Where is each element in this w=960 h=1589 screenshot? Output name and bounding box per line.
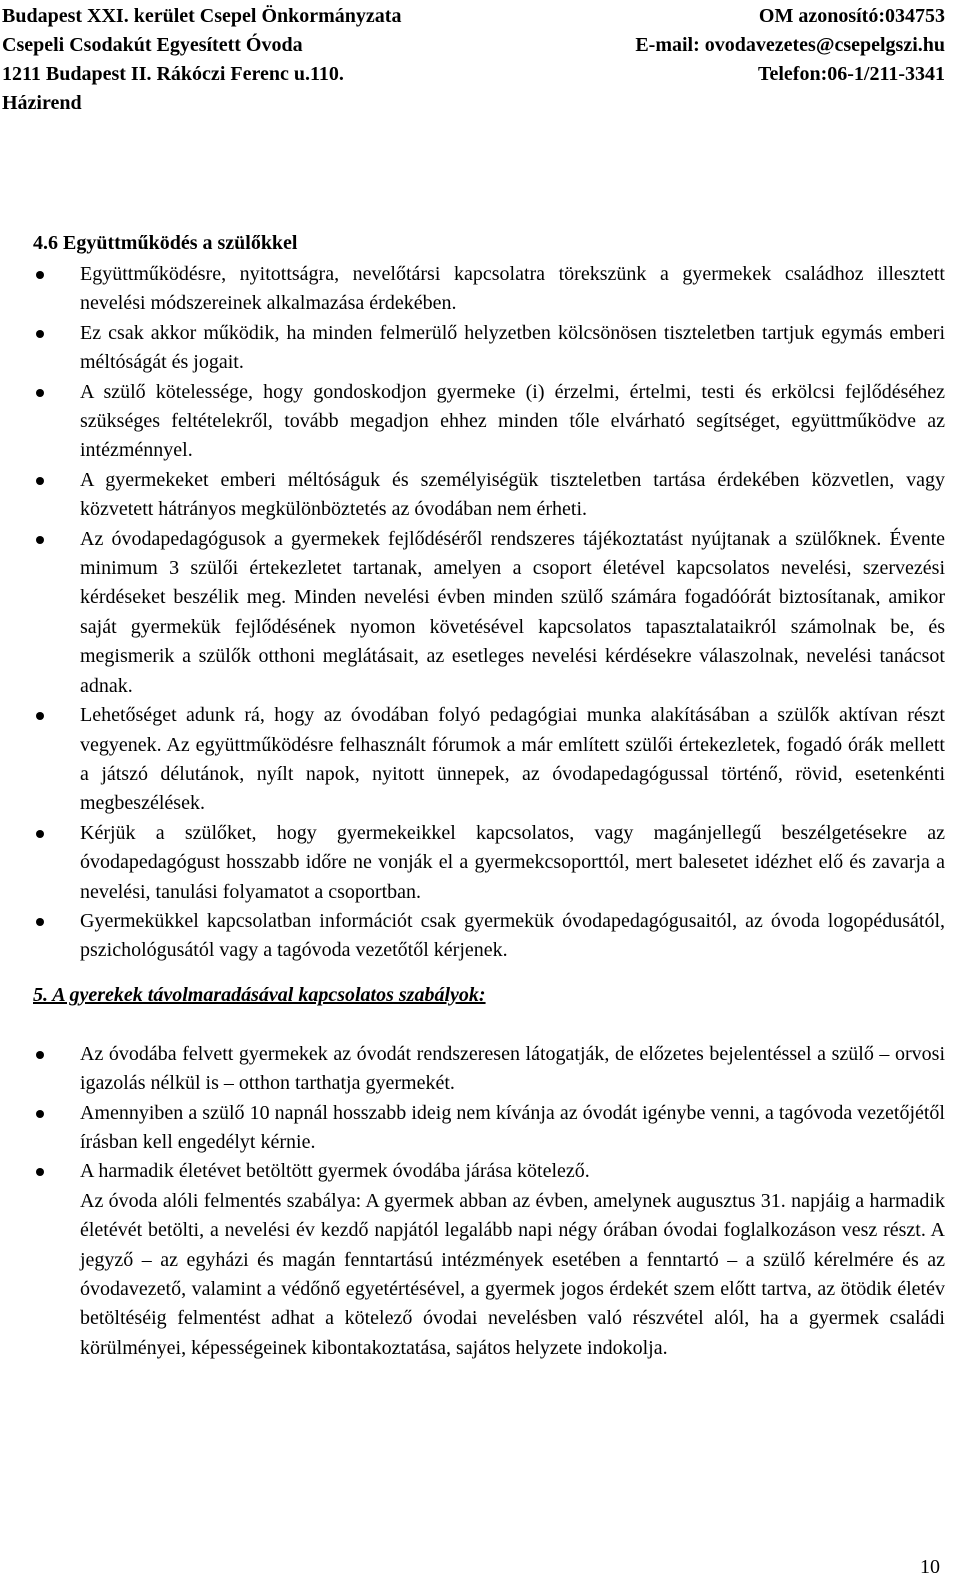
bullet-icon xyxy=(36,536,44,544)
mandatory-attendance-line: A harmadik életévet betöltött gyermek óvodába járása kötelező. xyxy=(80,1160,590,1183)
document-title: Házirend xyxy=(2,92,82,114)
list-item xyxy=(33,1157,945,1363)
list-item: Az óvodapedagógusok a gyermekek fejlődéséről rendszeres tájékoztatást nyújtanak a szülőknek. Évente minimum 3 szülői értekezletet tartanak, amelyen a csoport életével kapcsolatos nevelési, szervezési kérdéseket beszélik meg. Minden nevelési évben minden szülő számára fogadóórát biztosítanak, amikor saját gyermekük fejlődésének nyomon követésével kapcsolatos tapasztalataikról számolnak be, és megismerik a szülők otthoni meglátásait, az esetleges nevelési kérdésekre válaszolnak, nevelési tanácsot adnak. xyxy=(33,525,945,701)
email: E-mail: ovodavezetes@csepelgszi.hu xyxy=(635,34,945,56)
list-item: Gyermekükkel kapcsolatban információt csak gyermekük óvodapedagógusaitól, az óvoda logopédusától, pszichológusától vagy a tagóvoda vezetőtől kérjenek. xyxy=(33,907,945,966)
page-number: 10 xyxy=(920,1556,940,1578)
exemption-rule-paragraph: Az óvoda alóli felmentés szabálya: A gyermek abban az évben, amelynek augusztus 31. napjáig a harmadik életévét betölti, a nevelési év kezdő napjától legalább napi négy órában óvodai foglalkozáson vesz részt. A jegyző – az egyházi és magán fenntartású intézmények esetében a fenntartó – a szülő kérelmére és az óvodavezető, valamint a védőnő egyetértésével, a gyermek jogos érdekét szem előtt tartva, az ötödik életév betöltéséig felmentést adhat a kötelező óvodai nevelésben való részvétel alól, ha a gyermek családi körülményei, képességeinek kibontakoztatása, sajátos helyzete indokolja. xyxy=(80,1189,945,1359)
header-row-3 xyxy=(0,60,960,89)
phone: Telefon:06-1/211-3341 xyxy=(757,63,945,85)
header-row-1 xyxy=(0,2,960,31)
om-id: OM azonosító:034753 xyxy=(758,5,945,27)
list-item: Lehetőséget adunk rá, hogy az óvodában folyó pedagógiai munka alakításában a szülők aktívan részt vegyenek. Az együttműködésre felhasznált fórumok a már említett szülői értekezletek, fogadó órák mellett a játszó délutánok, nyílt napok, nyitott ünnepek, az óvodapedagógussal történő, rövid, esetenkénti megbeszélések. xyxy=(33,701,945,819)
bullet-icon xyxy=(36,330,44,338)
header-row-4 xyxy=(0,89,960,118)
bullet-icon xyxy=(36,830,44,838)
list-item: Együttműködésre, nyitottságra, nevelőtársi kapcsolatra törekszünk a gyermekek családhoz illesztett nevelési módszereinek alkalmazása érdekében. xyxy=(33,260,945,319)
list-item: A gyermekeket emberi méltóságuk és személyiségük tiszteletben tartása érdekében közvetlen, vagy közvetett hátrányos megkülönböztetés az óvodában nem érheti. xyxy=(33,466,945,525)
list-item: Az óvodába felvett gyermekek az óvodát rendszeresen látogatják, de előzetes bejelentéssel a szülő – orvosi igazolás nélkül is – otthon tarthatja gyermekét. xyxy=(33,1040,945,1099)
section-heading-parent-cooperation: 4.6 Együttműködés a szülőkkel xyxy=(33,232,298,254)
page-header xyxy=(0,2,960,118)
parent-cooperation-list xyxy=(33,260,945,966)
section-heading-absence-rules: 5. A gyerekek távolmaradásával kapcsolatos szabályok: xyxy=(33,983,486,1006)
address: 1211 Budapest II. Rákóczi Ferenc u.110. xyxy=(2,63,344,85)
list-item: Amennyiben a szülő 10 napnál hosszabb ideig nem kívánja az óvodát igénybe venni, a tagóvoda vezetőjétől írásban kell engedélyt kérnie. xyxy=(33,1099,945,1158)
bullet-icon xyxy=(36,271,44,279)
absence-rules-list xyxy=(33,1040,945,1363)
bullet-icon xyxy=(36,1168,44,1176)
bullet-icon xyxy=(36,389,44,397)
bullet-icon xyxy=(36,477,44,485)
list-item: Kérjük a szülőket, hogy gyermekeikkel kapcsolatos, vagy magánjellegű beszélgetésekre az óvodapedagógust hosszabb időre ne vonják el a gyermekcsoporttól, mert balesetet idézhet elő és zavarja a nevelési, tanulási folyamatot a csoportban. xyxy=(33,819,945,907)
bullet-icon xyxy=(36,1051,44,1059)
list-item: A szülő kötelessége, hogy gondoskodjon gyermeke (i) érzelmi, értelmi, testi és erkölcsi fejlődéséhez szükséges feltételekről, tovább megadjon ehhez minden tőle elvárható segítséget, együttműködve az intézménnyel. xyxy=(33,378,945,466)
list-item: Ez csak akkor működik, ha minden felmerülő helyzetben kölcsönösen tiszteletben tartjuk egymás emberi méltóságát és jogait. xyxy=(33,319,945,378)
kindergarten-name: Csepeli Csodakút Egyesített Óvoda xyxy=(2,34,303,56)
municipality-name: Budapest XXI. kerület Csepel Önkormányzata xyxy=(2,5,402,27)
bullet-icon xyxy=(36,1110,44,1118)
bullet-icon xyxy=(36,712,44,720)
header-row-2 xyxy=(0,31,960,60)
bullet-icon xyxy=(36,918,44,926)
page-content xyxy=(33,228,945,1363)
